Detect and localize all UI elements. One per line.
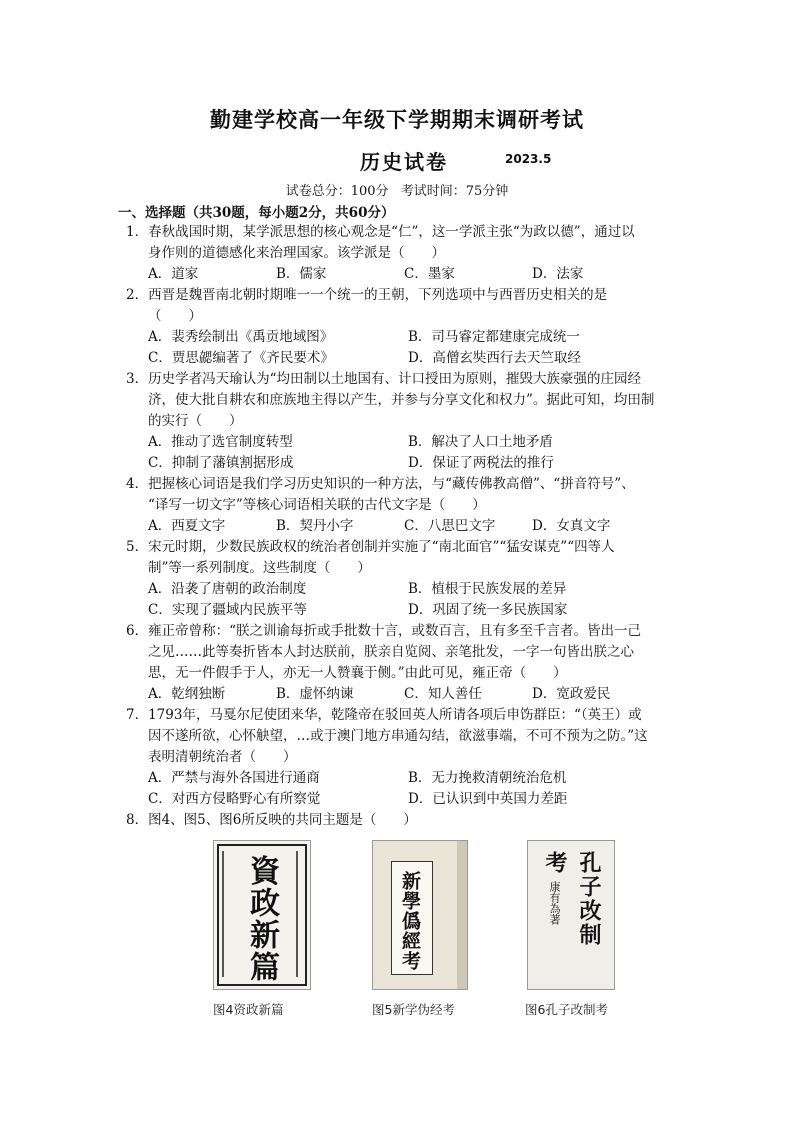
figure-6 bbox=[525, 840, 617, 1017]
question-7-options bbox=[148, 768, 678, 810]
question-4-options bbox=[148, 516, 678, 537]
option[interactable]: D．女真文字 bbox=[532, 518, 611, 534]
question-5-options bbox=[148, 579, 678, 621]
question-2-options bbox=[148, 327, 678, 369]
question-2: 2．西晋是魏晋南北朝时期唯一一个统一的王朝，下列选项中与西晋历史相关的是 （ ） bbox=[126, 287, 608, 324]
option[interactable]: C．对西方侵略野心有所察觉 bbox=[148, 791, 321, 807]
question-1-options bbox=[148, 264, 678, 285]
figure-caption: 图4资政新篇 bbox=[213, 1002, 284, 1017]
question-5: 5．宋元时期，少数民族政权的统治者创制并实施了“南北面官”“猛安谋克”“四等人 制”等一系列制度。这些制度（ ） bbox=[126, 539, 615, 576]
question-4: 4．把握核心词语是我们学习历史知识的一种方法，与“藏传佛教高僧”、“拼音符号”、 “译写一切文字”等核心词语相关联的古代文字是（ ） bbox=[126, 476, 635, 513]
exam-title: 勤建学校高一年级下学期期末调研考试 bbox=[210, 107, 584, 132]
cover-title: 資政新篇 bbox=[244, 855, 279, 983]
book-cover-image bbox=[213, 840, 311, 990]
book-cover-image bbox=[372, 840, 468, 990]
book-cover-image bbox=[527, 840, 615, 990]
cover-title: 孔子改制 bbox=[576, 851, 602, 947]
figure-caption: 图5新学伪经考 bbox=[372, 1002, 455, 1017]
option[interactable]: A．裴秀绘制出《禹贡地域图》 bbox=[148, 329, 334, 345]
question-1: 1．春秋战国时期，某学派思想的核心观念是“仁”，这一学派主张“为政以德”，通过以 身作则的道德感化来治理国家。该学派是（ ） bbox=[126, 224, 635, 261]
question-6-options bbox=[148, 684, 678, 705]
option[interactable]: B．无力挽救清朝统治危机 bbox=[408, 770, 567, 786]
option[interactable]: A．严禁与海外各国进行通商 bbox=[148, 770, 320, 786]
figure-4 bbox=[213, 840, 311, 1017]
total-score: 试卷总分：100分 bbox=[285, 184, 389, 199]
question-7: 7．1793年，马戛尔尼使团来华，乾隆帝在驳回英人所请各项后申饬群臣：“（英王）或 因不遂所欲，心怀觖望，…或于澳门地方串通勾结，欲滋事端，不可不预为之防。”这 表明清朝统治者（ ） bbox=[126, 707, 648, 765]
option[interactable]: B．植根于民族发展的差异 bbox=[408, 581, 567, 597]
option[interactable]: D．已认识到中英国力差距 bbox=[408, 791, 568, 807]
option[interactable]: D．巩固了统一多民族国家 bbox=[408, 602, 568, 618]
exam-date: 2023.5 bbox=[505, 152, 552, 166]
exam-time: 考试时间：75分钟 bbox=[400, 184, 509, 199]
exam-meta bbox=[0, 180, 794, 199]
option[interactable]: C．实现了疆域内民族平等 bbox=[148, 602, 307, 618]
option[interactable]: B．解决了人口土地矛盾 bbox=[408, 434, 553, 450]
option[interactable]: B．契丹小字 bbox=[276, 518, 354, 534]
cover-title: 新學僞經考 bbox=[399, 871, 421, 971]
option[interactable]: B．儒家 bbox=[276, 266, 327, 282]
cover-title-end: 考 bbox=[542, 851, 568, 873]
cover-author: 康有為著 bbox=[548, 881, 561, 925]
question-6: 6．雍正帝曾称：“朕之训谕每折或手批数十言，或数百言，且有多至千言者。皆出一己 之见……此等奏折皆本人封达朕前，朕亲自览阅、亲笔批发，一字一句皆出朕之心 思，无一件假手于人，亦无一人赞襄于侧。”由此可见，雍正帝（ ） bbox=[126, 623, 641, 681]
option[interactable]: D．高僧玄奘西行去天竺取经 bbox=[408, 350, 581, 366]
question-8: 8．图4、图5、图6所反映的共同主题是（ ） bbox=[126, 812, 417, 828]
question-3-options bbox=[148, 432, 678, 474]
option[interactable]: D．保证了两税法的推行 bbox=[408, 455, 554, 471]
option[interactable]: A．乾纲独断 bbox=[148, 686, 226, 702]
option[interactable]: D．法家 bbox=[532, 266, 584, 282]
option[interactable]: A．道家 bbox=[148, 266, 199, 282]
option[interactable]: C．贾思勰编著了《齐民要术》 bbox=[148, 350, 334, 366]
subtitle-row bbox=[0, 146, 794, 174]
option[interactable]: A．沿袭了唐朝的政治制度 bbox=[148, 581, 307, 597]
question-3: 3．历史学者冯天瑜认为“均田制以土地国有、计口授田为原则，摧毁大族豪强的庄园经 济，使大批自耕农和庶族地主得以产生，并参与分享文化和权力”。据此可知，均田制 的实行（ ） bbox=[126, 371, 655, 429]
option[interactable]: B．虚怀纳谏 bbox=[276, 686, 354, 702]
figure-caption: 图6孔子改制考 bbox=[525, 1002, 608, 1017]
option[interactable]: A．西夏文字 bbox=[148, 518, 226, 534]
option[interactable]: A．推动了选官制度转型 bbox=[148, 434, 293, 450]
figure-group bbox=[0, 840, 794, 1020]
option[interactable]: B．司马睿定都建康完成统一 bbox=[408, 329, 580, 345]
figure-5 bbox=[372, 840, 468, 1017]
exam-subtitle: 历史试卷 bbox=[360, 150, 448, 174]
option[interactable]: C．知人善任 bbox=[404, 686, 482, 702]
option[interactable]: C．墨家 bbox=[404, 266, 455, 282]
option[interactable]: C．抑制了藩镇割据形成 bbox=[148, 455, 294, 471]
option[interactable]: C．八思巴文字 bbox=[404, 518, 496, 534]
option[interactable]: D．宽政爱民 bbox=[532, 686, 611, 702]
section-title: 一、选择题（共30题，每小题2分，共60分） bbox=[118, 205, 395, 221]
